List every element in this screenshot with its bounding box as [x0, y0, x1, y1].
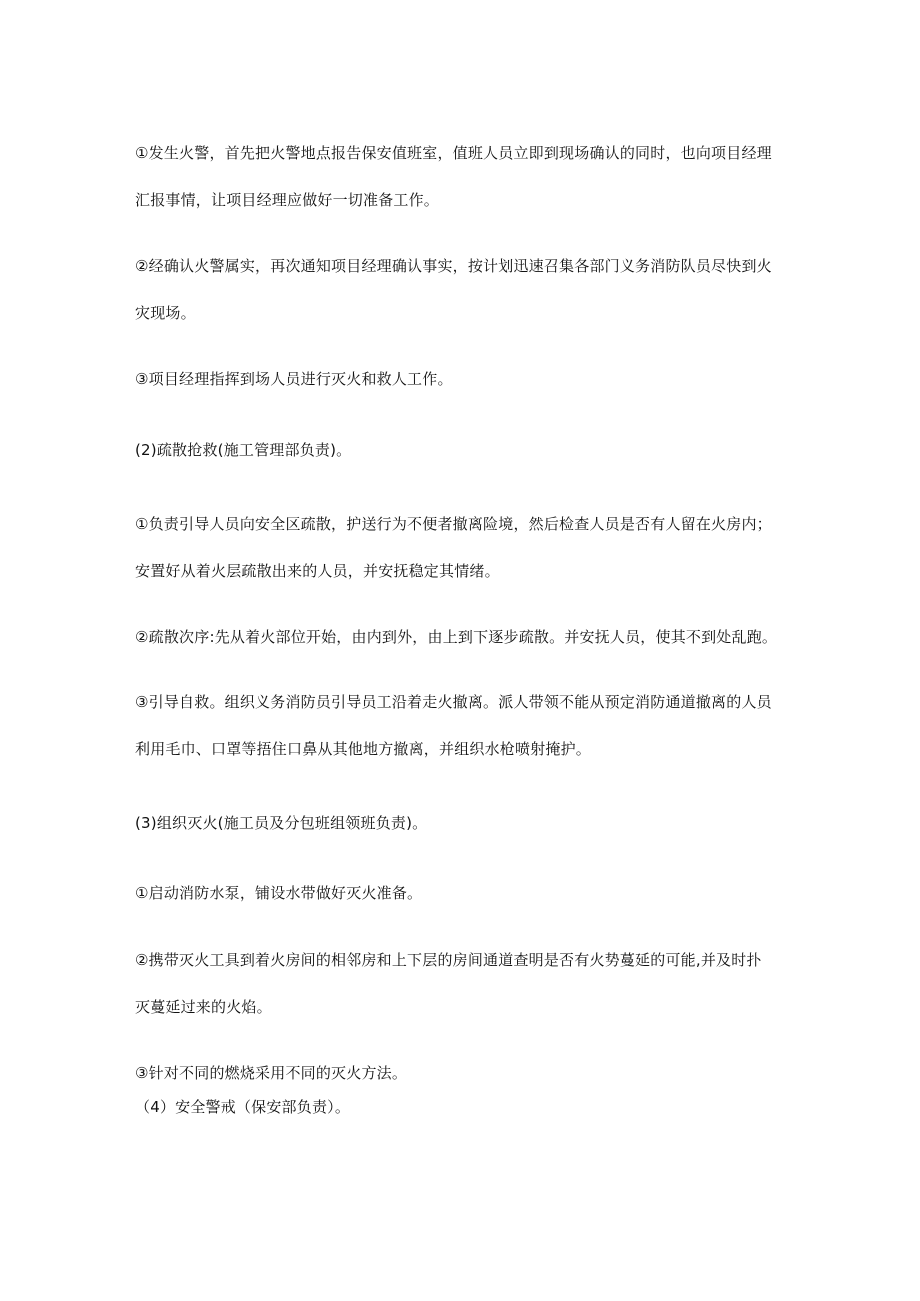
paragraph-line: ③项目经理指挥到场人员进行灭火和救人工作。 — [135, 370, 453, 388]
paragraph-line: ③引导自救。组织义务消防员引导员工沿着走火撤离。派人带领不能从预定消防通道撤离的人员 — [135, 693, 772, 711]
paragraph-line: 利用毛巾、口罩等捂住口鼻从其他地方撤离，并组织水枪喷射掩护。 — [135, 740, 592, 758]
paragraph-line: ③针对不同的燃烧采用不同的灭火方法。 — [135, 1064, 408, 1082]
paragraph-line: ①发生火警，首先把火警地点报告保安值班室，值班人员立即到现场确认的同时，也向项目经理 — [135, 144, 772, 162]
section-heading: （4）安全警戒（保安部负责）。 — [135, 1098, 351, 1116]
paragraph-line: ①启动消防水泵，铺设水带做好灭火准备。 — [135, 884, 423, 902]
paragraph-line: 汇报事情，让项目经理应做好一切准备工作。 — [135, 191, 440, 209]
paragraph-line: 灾现场。 — [135, 304, 196, 322]
paragraph-line: ②疏散次序:先从着火部位开始，由内到外，由上到下逐步疏散。并安抚人员，使其不到处乱跑。 — [135, 628, 778, 646]
paragraph-line: ①负责引导人员向安全区疏散，护送行为不便者撤离险境，然后检查人员是否有人留在火房内； — [135, 515, 772, 533]
paragraph-line: 安置好从着火层疏散出来的人员，并安抚稳定其情绪。 — [135, 562, 500, 580]
paragraph-line: 灭蔓延过来的火焰。 — [135, 998, 272, 1016]
section-heading: (2)疏散抢救(施工管理部负责)。 — [135, 441, 352, 459]
section-heading: (3)组织灭火(施工员及分包班组领班负责)。 — [135, 814, 428, 832]
paragraph-line: ②携带灭火工具到着火房间的相邻房和上下层的房间通道查明是否有火势蔓延的可能,并及时扑 — [135, 951, 762, 969]
paragraph-line: ②经确认火警属实，再次通知项目经理确认事实，按计划迅速召集各部门义务消防队员尽快到火 — [135, 257, 772, 275]
